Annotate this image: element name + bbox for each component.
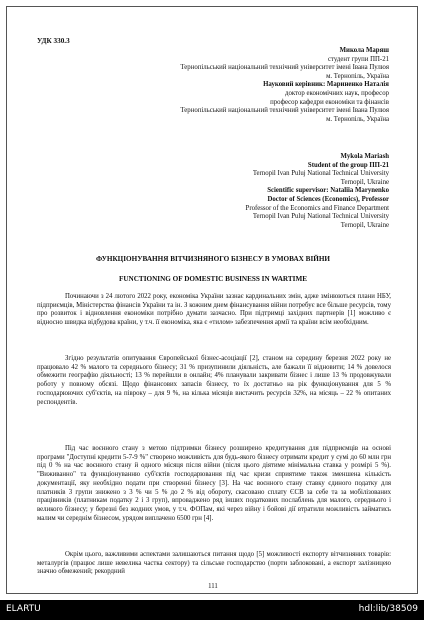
supervisor-city-en: Ternopil, Ukraine <box>340 221 389 229</box>
author-city-en: Ternopil, Ukraine <box>340 178 389 186</box>
author-name-ua: Микола Маряш <box>339 47 389 54</box>
title-ua: ФУНКЦІОНУВАННЯ ВІТЧИЗНЯНОГО БІЗНЕСУ В УМОВАХ ВІЙНИ <box>95 255 331 263</box>
supervisor-city-ua: м. Тернопіль, Україна <box>326 115 389 123</box>
author-university-ua: Тернопільський національний технічний університет імені Івана Пулюя <box>180 64 389 72</box>
author-status-ua: студент групи ПП-21 <box>328 55 389 63</box>
supervisor-university-ua: Тернопільський національний технічний університет імені Івана Пулюя <box>180 107 389 115</box>
paragraph: Починаючи з 24 лютого 2022 року, економіка України зазнає кардинальних змін, адже змінюються плани НБУ, підприємців, Міністерства фінансів України та ін. З кожним днем фінансування війни потребує все більше ресурсів, тому про розвиток і відновлення економіки потрібно думати зазчасно. При підтримці західних партнерів [1] можливо є відносно швидка відбудова країни, у т.ч. її економіка, яка є «тилом» забезпечення армії та країни всім необхідним. <box>37 293 391 327</box>
paragraph: Згідно результатів опитування Європейської бізнес-асоціації [2], станом на середину березня 2022 року не працювало 42 % малого та середнього бізнесу; 31 % призупинили діяльність, але бажали її відновити; 14 % довелося обмежити географію діяльності; 13 % перейшли в онлайн; 4% планували закривати бізнес і лише 13 % продовжували роботу у повному обсязі. Щодо фінансових запасів бізнесу, то їх достатньо на рік функціонування для 5 % господарюючих суб'єктів, на півроку – для 9 %, на кілька місяців вистачить ресурсів 32%, на місяць – 22 % опитаних респондентів. <box>37 355 391 406</box>
title-en: FUNCTIONING OF DOMESTIC BUSINESS IN WARTIME <box>118 275 308 283</box>
supervisor-label-en: Scientific supervisor: Nataliia Marynenko <box>267 187 389 195</box>
document-page <box>6 6 418 594</box>
page-number: 111 <box>208 583 218 590</box>
paragraph: Окрім цього, важливими аспектами залишаються питання щодо [5] можливості експорту вітчизняних товарів: металургів (працює лише невелика частка сектору) та сільське господарство (порти заблоковані, а експорт залізницею значно обмежений; рекордний <box>37 551 391 576</box>
author-university-en: Ternopil Ivan Puluj National Technical University <box>252 170 389 178</box>
repository-footer <box>0 600 424 620</box>
supervisor-degree-en: Doctor of Sciences (Economics), Professor <box>267 195 389 203</box>
author-block-en <box>59 153 389 230</box>
supervisor-degree-ua: доктор економічних наук, професор <box>285 89 389 97</box>
paragraph: Під час воєнного стану з метою підтримки бізнесу розширено кредитування для підприємців на основі програми "Доступні кредити 5-7-9 %" створено можливість для будь-якого бізнесу отримати кредит у сумі до 60 млн грн під 0 % на час воєнного стану й одного місяця після війни (після цього діятиме мінімальна ставка у розмірі 5 %). "Виживанно" та функціонуванню суб'єктів господарювання під час кризи сприятиме також зменшена кількість документації, яку необхідно подати при створенні бізнесу [3]. На час воєнного стану ставку єдиного податку для платників 3 групи знижено з 3 % чи 5 % до 2 % від обороту, скасовано сплату ЄСВ за себе та за мобілізованих працівників (платникам податку 2 і 3 груп), впроваджено ряд інших податкових послаблень для малого, середнього і великого бізнесу; у березні без жодних умов, у т.ч. ФОПам, які через війну і бойові дії втратили можливість займатись малим чи середнім бізнесом, урядом виплачено 6500 грн [4]. <box>37 445 391 522</box>
author-city-ua: м. Тернопіль, Україна <box>326 72 389 80</box>
supervisor-university-en: Ternopil Ivan Puluj National Technical University <box>252 213 389 221</box>
supervisor-label-ua: Науковий керівник: Мариненко Наталія <box>263 81 389 89</box>
supervisor-position-en: Professor of the Economics and Finance Department <box>245 204 389 212</box>
udk-code: УДК 330.3 <box>37 37 70 45</box>
supervisor-position-ua: професор кафедри економіки та фінансів <box>270 98 389 106</box>
handle-id[interactable]: hdl:lib/38509 <box>358 604 418 614</box>
author-name-en: Mykola Mariash <box>340 153 389 160</box>
author-status-en: Student of the group ПП-21 <box>307 161 389 169</box>
author-block-ua <box>59 47 389 124</box>
repository-name: ELARTU <box>6 604 41 614</box>
